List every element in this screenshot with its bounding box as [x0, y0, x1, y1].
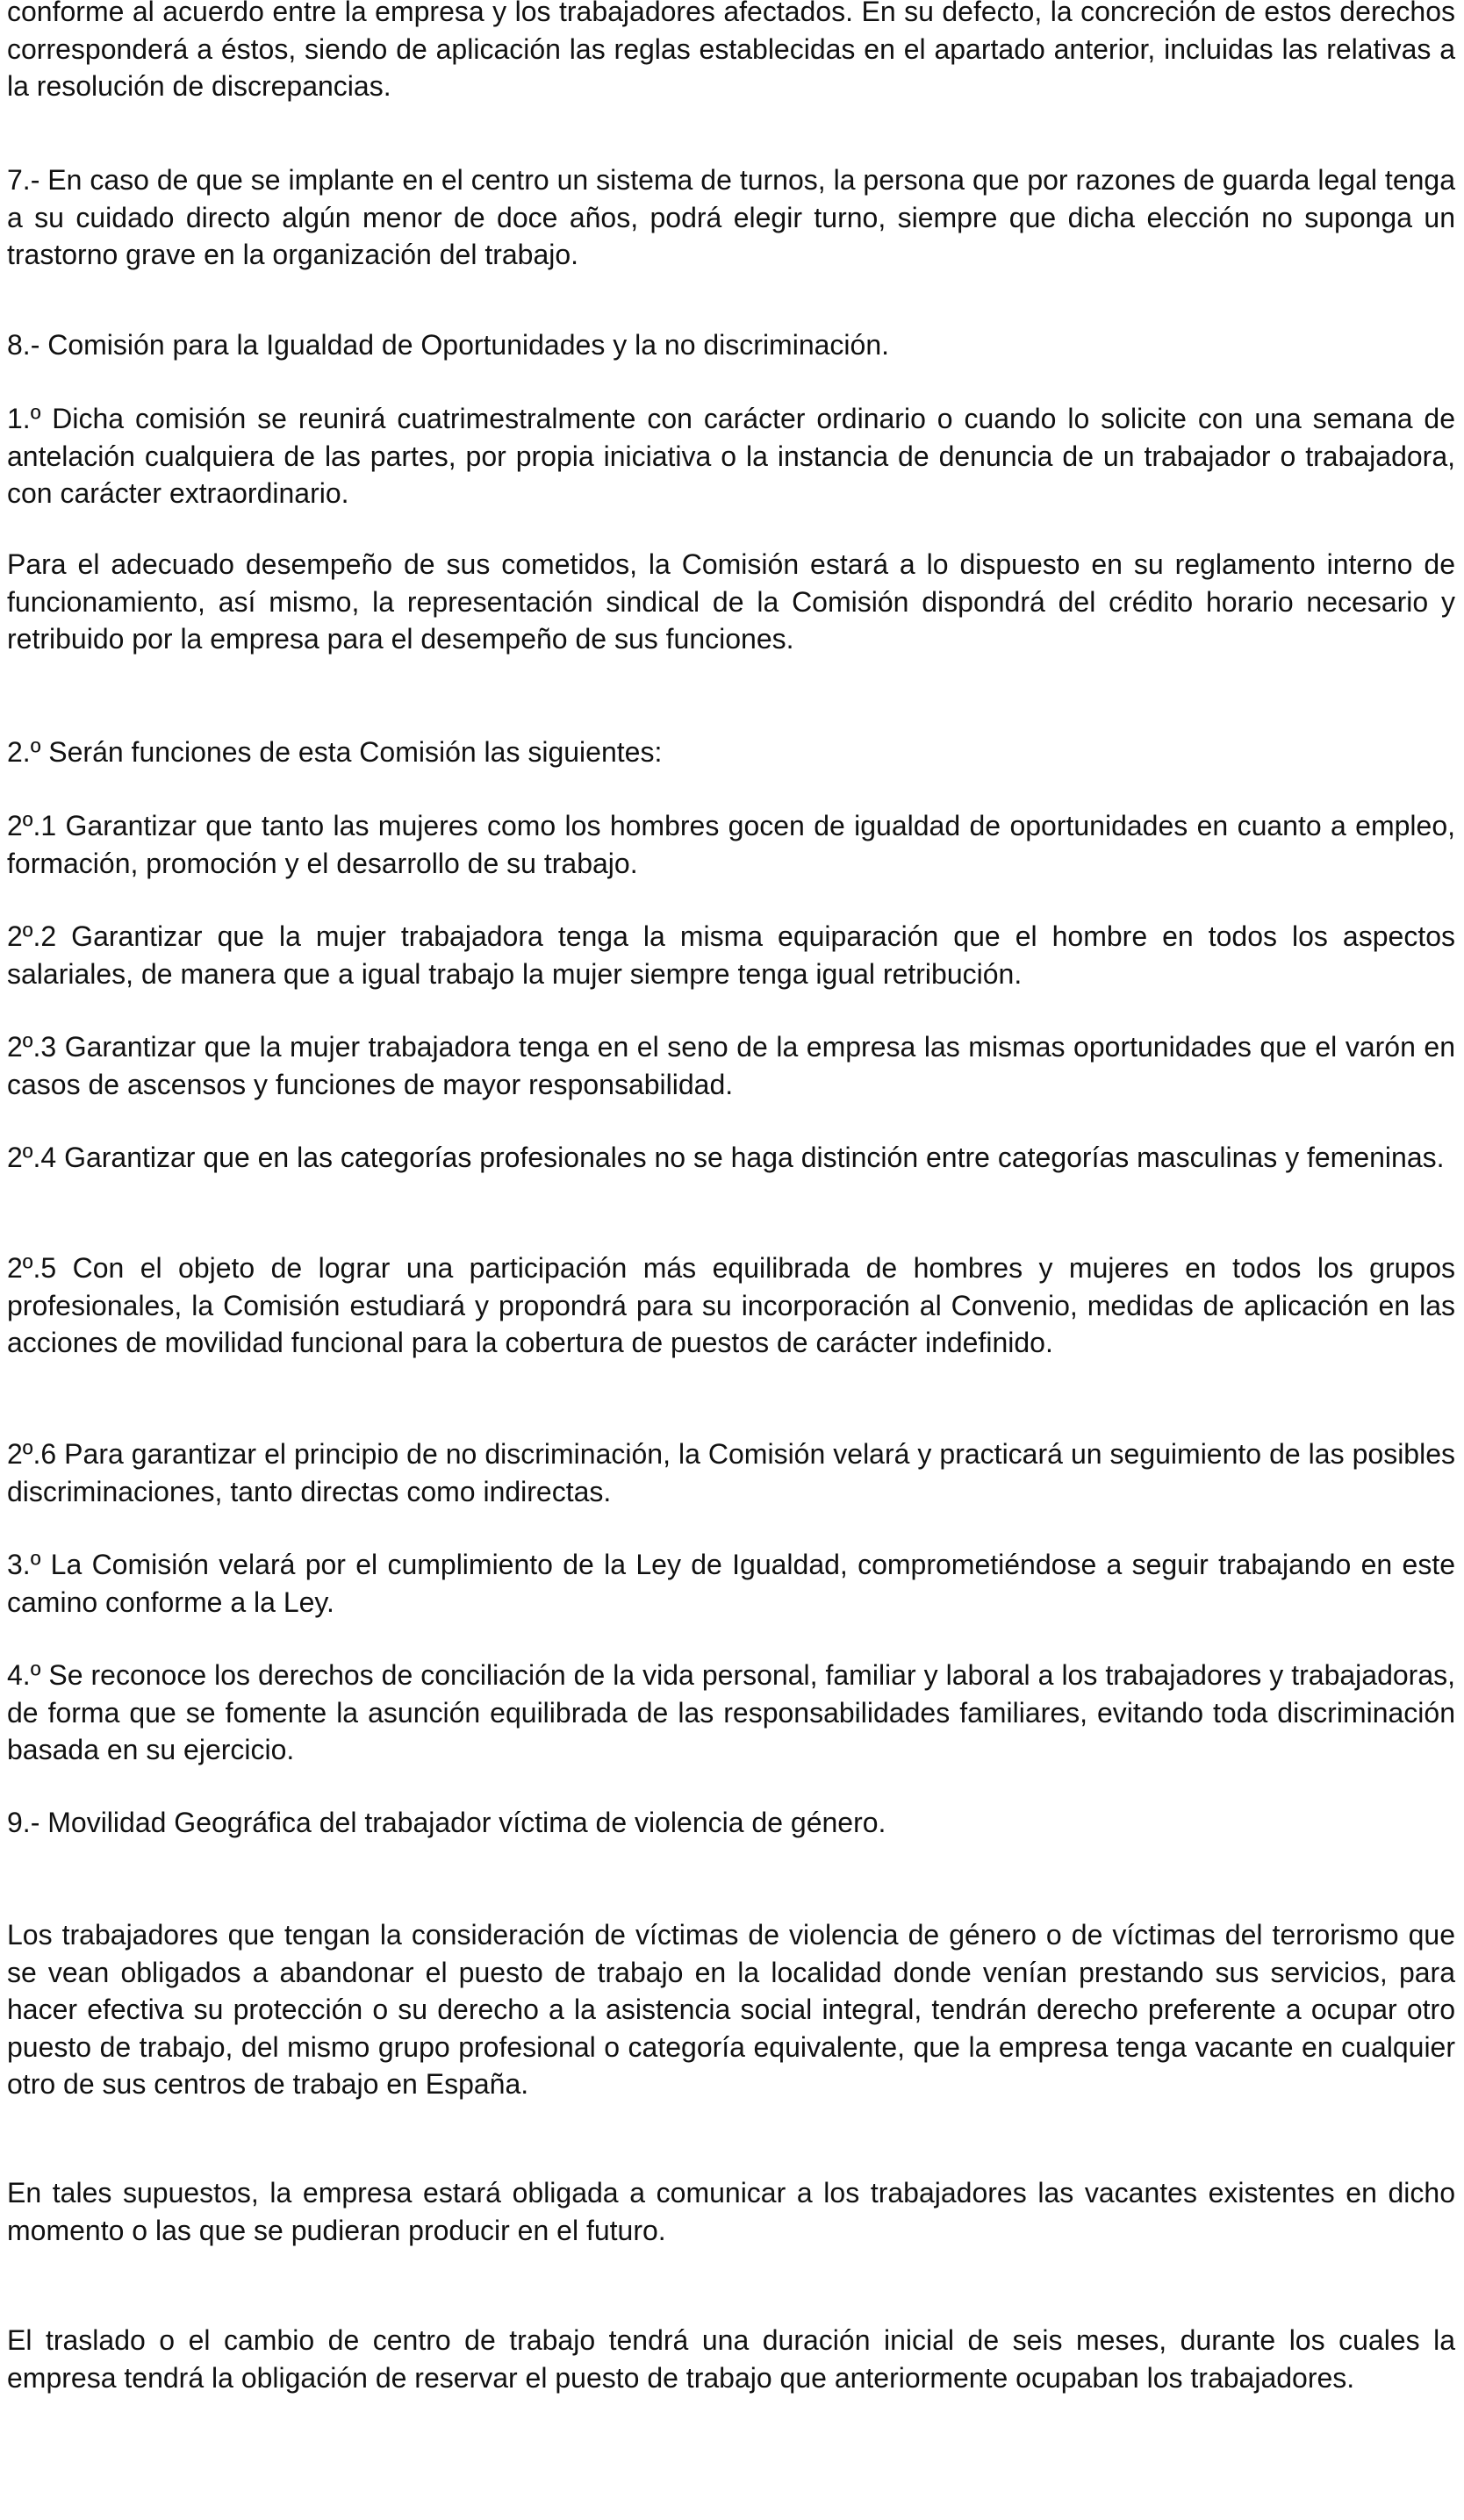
paragraph-continuation: conforme al acuerdo entre la empresa y los trabajadores afectados. En su defecto, la concreción de estos derechos corresponderá a éstos, siendo de aplicación las reglas establecidas en el apartado anterior, incluidas las relativas a la resolución de discrepancias. — [7, 0, 1455, 102]
paragraph-transfer-duration: El traslado o el cambio de centro de trabajo tendrá una duración inicial de seis meses, durante los cuales la empresa tendrá la obligación de reservar el puesto de trabajo que anteriormente ocupaban los trabajadores. — [7, 2324, 1455, 2394]
list-item-function-2-5: 2º.5 Con el objeto de lograr una participación más equilibrada de hombres y mujeres en todos los grupos profesionales, la Comisión estudiará y propondrá para su incorporación al Convenio, medidas de aplicación en las acciones de movilidad funcional para la cobertura de puestos de carácter indefinido. — [7, 1252, 1455, 1358]
paragraph-shift-choice: 7.- En caso de que se implante en el centro un sistema de turnos, la persona que por razones de guarda legal tenga a su cuidado directo algún menor de doce años, podrá elegir turno, siempre que dicha elección no suponga un trastorno grave en la organización del trabajo. — [7, 164, 1455, 270]
paragraph-work-life-balance: 4.º Se reconoce los derechos de conciliación de la vida personal, familiar y laboral a los trabajadores y trabajadoras, de forma que se fomente la asunción equilibrada de las responsabilidades familiares, evitando toda discriminación basada en su ejercicio. — [7, 1659, 1455, 1765]
paragraph-equality-law: 3.º La Comisión velará por el cumplimiento de la Ley de Igualdad, comprometiéndose a seguir trabajando en este camino conforme a la Ley. — [7, 1549, 1455, 1618]
list-item-function-2-3: 2º.3 Garantizar que la mujer trabajadora tenga en el seno de la empresa las mismas oportunidades que el varón en casos de ascensos y funciones de mayor responsabilidad. — [7, 1031, 1455, 1100]
list-item-function-2-4: 2º.4 Garantizar que en las categorías profesionales no se haga distinción entre categorías masculinas y femeninas. — [7, 1142, 1445, 1173]
paragraph-commission-resources: Para el adecuado desempeño de sus cometidos, la Comisión estará a lo dispuesto en su reglamento interno de funcionamiento, así mismo, la representación sindical de la Comisión dispondrá del crédito horario necesario y retribuido por la empresa para el desempeño de sus funciones. — [7, 548, 1455, 655]
paragraph-commission-functions-intro: 2.º Serán funciones de esta Comisión las siguientes: — [7, 736, 663, 768]
list-item-function-2-1: 2º.1 Garantizar que tanto las mujeres como los hombres gocen de igualdad de oportunidades en cuanto a empleo, formación, promoción y el desarrollo de su trabajo. — [7, 810, 1455, 879]
section-heading-geographic-mobility: 9.- Movilidad Geográfica del trabajador víctima de violencia de género. — [7, 1807, 886, 1838]
list-item-function-2-2: 2º.2 Garantizar que la mujer trabajadora tenga la misma equiparación que el hombre en todos los aspectos salariales, de manera que a igual trabajo la mujer siempre tenga igual retribución. — [7, 920, 1455, 990]
paragraph-commission-meetings: 1.º Dicha comisión se reunirá cuatrimestralmente con carácter ordinario o cuando lo solicite con una semana de antelación cualquiera de las partes, por propia iniciativa o la instancia de denuncia de un trabajador o trabajadora, con carácter extraordinario. — [7, 403, 1455, 509]
list-item-function-2-6: 2º.6 Para garantizar el principio de no discriminación, la Comisión velará y practicará un seguimiento de las posibles discriminaciones, tanto directas como indirectas. — [7, 1438, 1455, 1507]
section-heading-equality-commission: 8.- Comisión para la Igualdad de Oportunidades y la no discriminación. — [7, 329, 889, 361]
paragraph-vacancy-notice: En tales supuestos, la empresa estará obligada a comunicar a los trabajadores las vacantes existentes en dicho momento o las que se pudieran producir en el futuro. — [7, 2177, 1455, 2246]
paragraph-victims-mobility: Los trabajadores que tengan la consideración de víctimas de violencia de género o de víctimas del terrorismo que se vean obligados a abandonar el puesto de trabajo en la localidad donde venían prestando sus servicios, para hacer efectiva su protección o su derecho a la asistencia social integral, tendrán derecho preferente a ocupar otro puesto de trabajo, del mismo grupo profesional o categoría equivalente, que la empresa tenga vacante en cualquier otro de sus centros de trabajo en España. — [7, 1919, 1455, 2100]
